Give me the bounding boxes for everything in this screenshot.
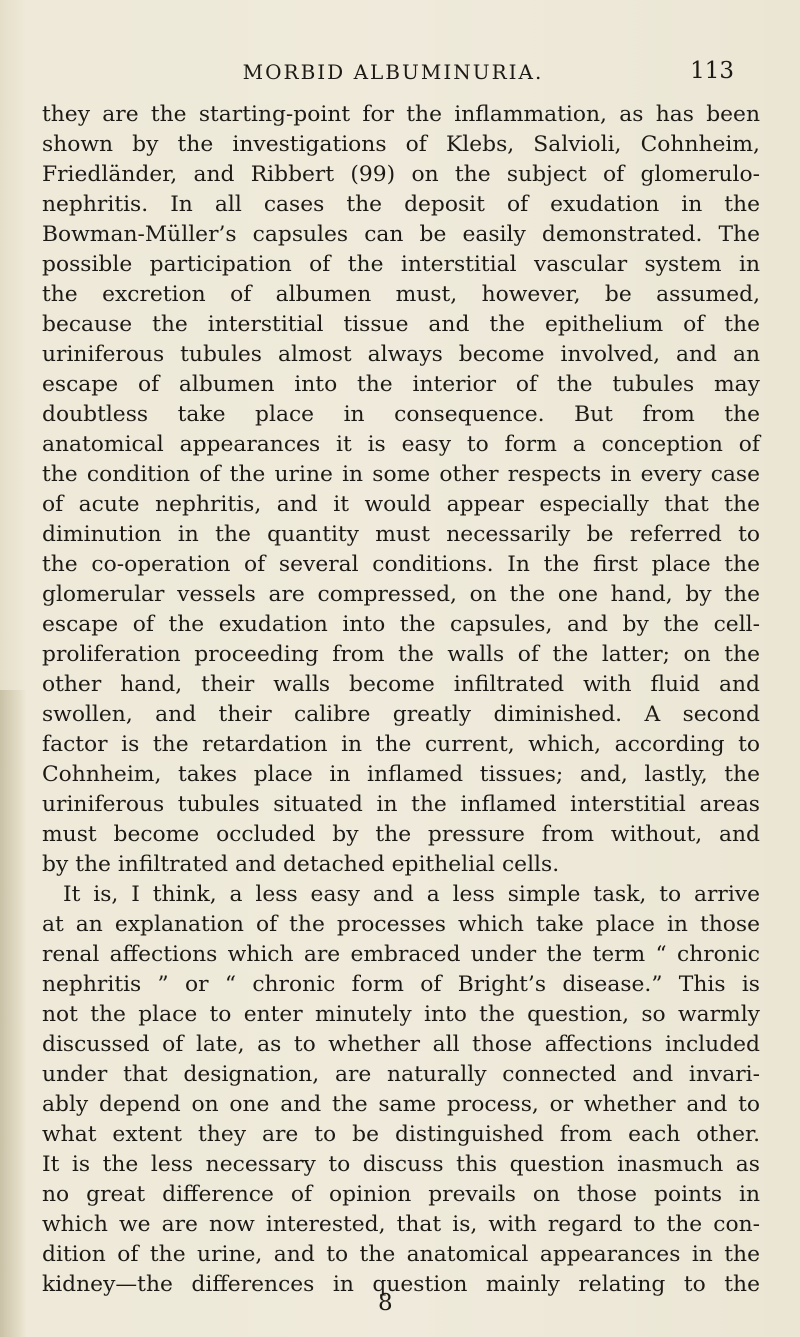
text-line: uriniferous tubules situated in the inflamed interstitial areas: [42, 792, 760, 817]
text-line: the condition of the urine in some other respects in every case: [42, 462, 760, 487]
running-head: MORBID ALBUMINURIA.: [242, 60, 544, 84]
text-line: nephritis. In all cases the deposit of exudation in the: [42, 192, 760, 217]
text-line: because the interstitial tissue and the epithelium of the: [42, 312, 760, 337]
text-line: at an explanation of the processes which take place in those: [42, 912, 760, 937]
text-line: Bowman-Müller’s capsules can be easily demonstrated. The: [42, 222, 760, 247]
text-line: escape of albumen into the interior of the tubules may: [42, 372, 760, 397]
page-number: 113: [690, 58, 734, 84]
text-line: renal affections which are embraced under the term “ chronic: [42, 942, 760, 967]
text-line: which we are now interested, that is, with regard to the con-: [42, 1212, 760, 1237]
text-line: discussed of late, as to whether all those affections included: [42, 1032, 760, 1057]
text-line: shown by the investigations of Klebs, Salvioli, Cohnheim,: [42, 132, 760, 157]
text-line: Cohnheim, takes place in inflamed tissues; and, lastly, the: [42, 762, 760, 787]
text-line: nephritis ” or “ chronic form of Bright’s disease.” This is: [42, 972, 760, 997]
text-line: the excretion of albumen must, however, be assumed,: [42, 282, 760, 307]
text-line: they are the starting-point for the inflammation, as has been: [42, 102, 760, 127]
text-line: factor is the retardation in the current, which, according to: [42, 732, 760, 757]
text-line: anatomical appearances it is easy to form a conception of: [42, 432, 760, 457]
binding-shadow: [0, 690, 26, 1337]
page-header: [0, 60, 800, 90]
text-line: doubtless take place in consequence. But from the: [42, 402, 760, 427]
body-text: [42, 100, 760, 1300]
text-line: of acute nephritis, and it would appear especially that the: [42, 492, 760, 517]
text-line: must become occluded by the pressure from without, and: [42, 822, 760, 847]
text-line: diminution in the quantity must necessarily be referred to: [42, 522, 760, 547]
text-line: glomerular vessels are compressed, on the one hand, by the: [42, 582, 760, 607]
text-line: not the place to enter minutely into the question, so warmly: [42, 1002, 760, 1027]
text-line: dition of the urine, and to the anatomical appearances in the: [42, 1242, 760, 1267]
text-line: ably depend on one and the same process, or whether and to: [42, 1092, 760, 1117]
paragraph-end-line: by the infiltrated and detached epithelial cells.: [42, 852, 560, 877]
text-line: uriniferous tubules almost always become involved, and an: [42, 342, 760, 367]
text-line: other hand, their walls become infiltrated with fluid and: [42, 672, 760, 697]
text-line: what extent they are to be distinguished from each other.: [42, 1122, 760, 1147]
text-line: possible participation of the interstitial vascular system in: [42, 252, 760, 277]
paragraph-start-line: It is, I think, a less easy and a less simple task, to arrive: [63, 882, 760, 907]
text-line: the co-operation of several conditions. In the first place the: [42, 552, 760, 577]
text-line: escape of the exudation into the capsules, and by the cell-: [42, 612, 760, 637]
text-line: under that designation, are naturally connected and invari-: [42, 1062, 760, 1087]
signature-mark: 8: [378, 1290, 393, 1316]
text-line: swollen, and their calibre greatly diminished. A second: [42, 702, 760, 727]
text-line: It is the less necessary to discuss this question inasmuch as: [42, 1152, 760, 1177]
text-line: proliferation proceeding from the walls of the latter; on the: [42, 642, 760, 667]
text-line: Friedländer, and Ribbert (99) on the subject of glomerulo-: [42, 162, 760, 187]
text-line: kidney—the differences in question mainly relating to the: [42, 1272, 760, 1297]
text-line: no great difference of opinion prevails on those points in: [42, 1182, 760, 1207]
